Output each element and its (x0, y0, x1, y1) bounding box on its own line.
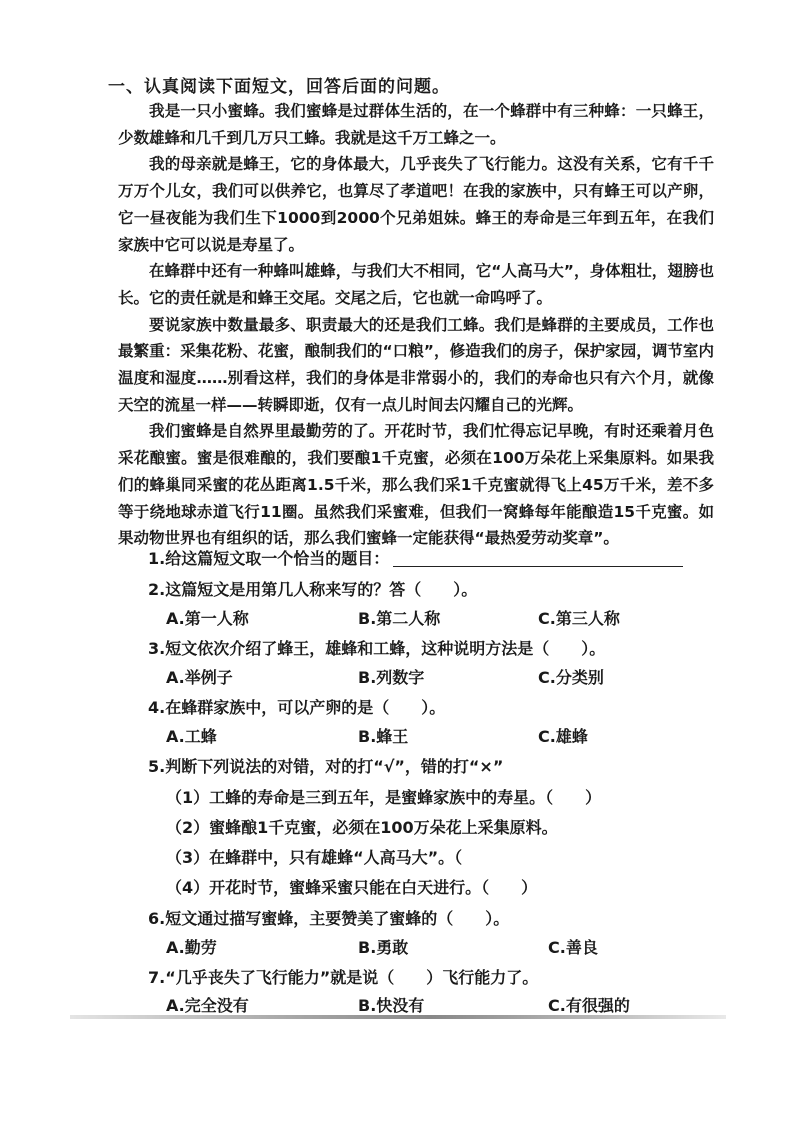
q5-statement-2[interactable]: （2）蜜蜂酿1千克蜜，必须在100万朵花上采集原料。 (166, 818, 558, 837)
q3-option-c[interactable]: C.分类别 (538, 668, 604, 687)
section-title: 一、认真阅读下面短文，回答后面的问题。 (108, 77, 450, 97)
question-7: 7.“几乎丧失了飞行能力”就是说（ ）飞行能力了。 (148, 968, 539, 987)
question-5: 5.判断下列说法的对错，对的打“√”，错的打“×” (148, 757, 504, 776)
question-1 (148, 546, 683, 569)
passage-paragraph: 我的母亲就是蜂王，它的身体最大，几乎丧失了飞行能力。这没有关系，它有千千万万个儿女，我们可以供养它，也算尽了孝道吧！在我的家族中，只有蜂王可以产卵，它一昼夜能为我们生下1000到2000个兄弟姐妹。蜂王的寿命是三年到五年，在我们家族中它可以说是寿星了。 (118, 155, 714, 254)
question-1-text: 1.给这篇短文取一个恰当的题目： (148, 549, 390, 568)
q5-statement-1[interactable]: （1）工蜂的寿命是三到五年，是蜜蜂家族中的寿星。（ ） (166, 788, 602, 807)
q4-option-c[interactable]: C.雄蜂 (538, 727, 588, 746)
q5-statement-3[interactable]: （3）在蜂群中，只有雄蜂“人高马大”。（ (166, 848, 463, 867)
q7-option-a[interactable]: A.完全没有 (166, 996, 249, 1015)
q3-option-b[interactable]: B.列数字 (358, 668, 425, 687)
question-4: 4.在蜂群家族中，可以产卵的是（ ）。 (148, 698, 446, 717)
q4-option-a[interactable]: A.工蜂 (166, 727, 217, 746)
q2-option-a[interactable]: A.第一人称 (166, 609, 249, 628)
scan-bottom-edge (70, 1015, 726, 1019)
passage-paragraph: 我们蜜蜂是自然界里最勤劳的了。开花时节，我们忙得忘记早晚，有时还乘着月色采花酿蜜。蜜是很难酿的，我们要酿1千克蜜，必须在100万朵花上采集原料。如果我们的蜂巢同采蜜的花丛距离1.5千米，那么我们采1千克蜜就得飞上45万千米，差不多等于绕地球赤道飞行11圈。虽然我们采蜜难，但我们一窝蜂每年能酿造15千克蜜。如果动物世界也有组织的话，那么我们蜜蜂一定能获得“最热爱劳动奖章”。 (118, 422, 714, 548)
q7-option-c[interactable]: C.有很强的 (548, 996, 630, 1015)
q2-option-c[interactable]: C.第三人称 (538, 609, 620, 628)
q5-statement-4[interactable]: （4）开花时节，蜜蜂采蜜只能在白天进行。（ ） (166, 878, 538, 897)
q6-option-b[interactable]: B.勇敢 (358, 938, 409, 957)
q4-option-b[interactable]: B.蜂王 (358, 727, 409, 746)
passage-paragraph: 要说家族中数量最多、职责最大的还是我们工蜂。我们是蜂群的主要成员，工作也最繁重：采集花粉、花蜜，酿制我们的“口粮”，修造我们的房子，保护家园，调节室内温度和湿度……别看这样，我们的身体是非常弱小的，我们的寿命也只有六个月，就像天空的流星一样——转瞬即逝，仅有一点儿时间去闪耀自己的光辉。 (118, 315, 714, 414)
passage-paragraph: 我是一只小蜜蜂。我们蜜蜂是过群体生活的，在一个蜂群中有三种蜂：一只蜂王，少数雄蜂和几千到几万只工蜂。我就是这千万工蜂之一。 (118, 102, 714, 147)
question-6: 6.短文通过描写蜜蜂，主要赞美了蜜蜂的（ ）。 (148, 909, 510, 928)
passage-paragraph: 在蜂群中还有一种蜂叫雄蜂，与我们大不相同，它“人高马大”，身体粗壮，翅膀也长。它的责任就是和蜂王交尾。交尾之后，它也就一命呜呼了。 (118, 262, 714, 307)
reading-passage (118, 98, 714, 552)
question-3: 3.短文依次介绍了蜂王，雄蜂和工蜂，这种说明方法是（ ）。 (148, 639, 606, 658)
question-2: 2.这篇短文是用第几人称来写的？答（ ）。 (148, 580, 478, 599)
q6-option-a[interactable]: A.勤劳 (166, 938, 217, 957)
q6-option-c[interactable]: C.善良 (548, 938, 598, 957)
q7-option-b[interactable]: B.快没有 (358, 996, 425, 1015)
title-answer-blank[interactable] (393, 552, 683, 567)
q2-option-b[interactable]: B.第二人称 (358, 609, 441, 628)
q3-option-a[interactable]: A.举例子 (166, 668, 233, 687)
